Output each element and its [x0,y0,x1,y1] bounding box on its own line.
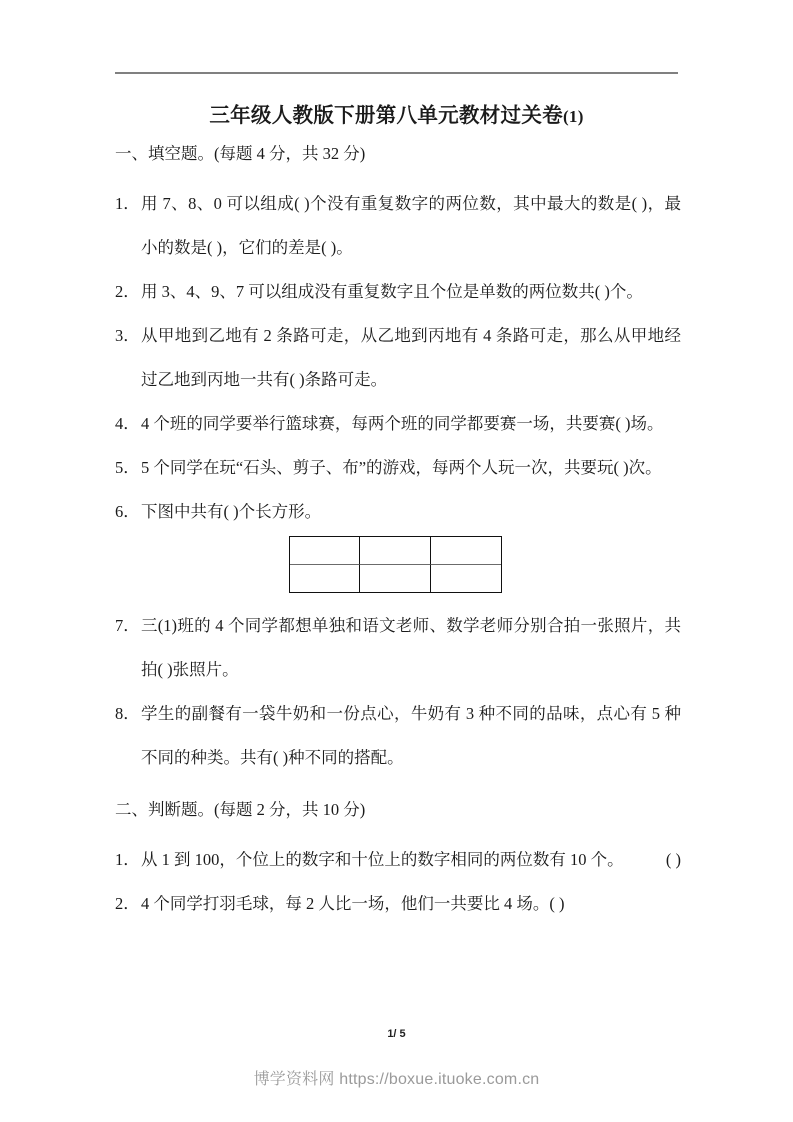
rectangle-grid-figure [289,536,502,593]
question-1-4 [115,402,681,446]
grid-cell [290,537,360,565]
answer-bracket[interactable]: ( ) [665,850,681,869]
question-text: 用 3、4、9、7 可以组成没有重复数字且个位是单数的两位数共( )个。 [141,282,643,301]
watermark: 博学资料网 https://boxue.ituoke.com.cn [253,1071,540,1088]
question-text: 学生的副餐有一袋牛奶和一份点心，牛奶有 3 种不同的品味，点心有 5 种不同的种类。共有( )种不同的搭配。 [141,704,681,767]
grid-cell [360,565,430,593]
question-number: 1． [115,194,140,213]
section-heading-fill-in-blank: 一、填空题。(每题 4 分，共 32 分) [115,144,366,163]
page-title-main: 三年级人教版下册第八单元教材过关卷 [209,104,563,127]
question-1-1 [115,182,681,270]
grid-cell [431,537,501,565]
grid-cell [360,537,430,565]
question-1-2 [115,270,681,314]
page-number: 1/ 5 [387,1028,406,1040]
question-number: 2． [115,894,140,913]
question-number: 2． [115,282,140,301]
header-divider [115,72,678,74]
question-1-5 [115,446,681,490]
question-text: 三(1)班的 4 个同学都想单独和语文老师、数学老师分别合拍一张照片，共拍( )张照片。 [141,616,681,679]
question-number: 1． [115,850,140,869]
figure-container [115,534,681,604]
question-text: 用 7、8、0 可以组成( )个没有重复数字的两位数，其中最大的数是( )，最小的数是( )，它们的差是( )。 [141,194,681,257]
question-1-8 [115,692,681,780]
question-text: 从甲地到乙地有 2 条路可走，从乙地到丙地有 4 条路可走，那么从甲地经过乙地到丙地一共有( )条路可走。 [141,326,681,389]
grid-cell [431,565,501,593]
section-heading-true-false: 二、判断题。(每题 2 分，共 10 分) [115,800,366,819]
question-number: 6． [115,502,140,521]
question-2-2 [115,882,681,926]
question-1-7 [115,604,681,692]
question-number: 8． [115,704,140,723]
question-text: 下图中共有( )个长方形。 [141,502,322,521]
question-number: 3． [115,326,140,345]
question-1-6 [115,490,681,534]
question-number: 7． [115,616,140,635]
question-text: 4 个同学打羽毛球，每 2 人比一场，他们一共要比 4 场。( ) [141,894,565,913]
question-text: 5 个同学在玩“石头、剪子、布”的游戏，每两个人玩一次，共要玩( )次。 [141,458,662,477]
question-1-3 [115,314,681,402]
question-text: 4 个班的同学要举行篮球赛，每两个班的同学都要赛一场，共要赛( )场。 [141,414,664,433]
question-number: 4． [115,414,140,433]
question-number: 5． [115,458,140,477]
question-text: 从 1 到 100，个位上的数字和十位上的数字相同的两位数有 10 个。 [141,850,624,869]
question-2-1 [115,838,681,882]
page-title-suffix: (1) [562,107,584,126]
exam-content [115,140,681,926]
page-title [115,98,678,128]
grid-cell [290,565,360,593]
